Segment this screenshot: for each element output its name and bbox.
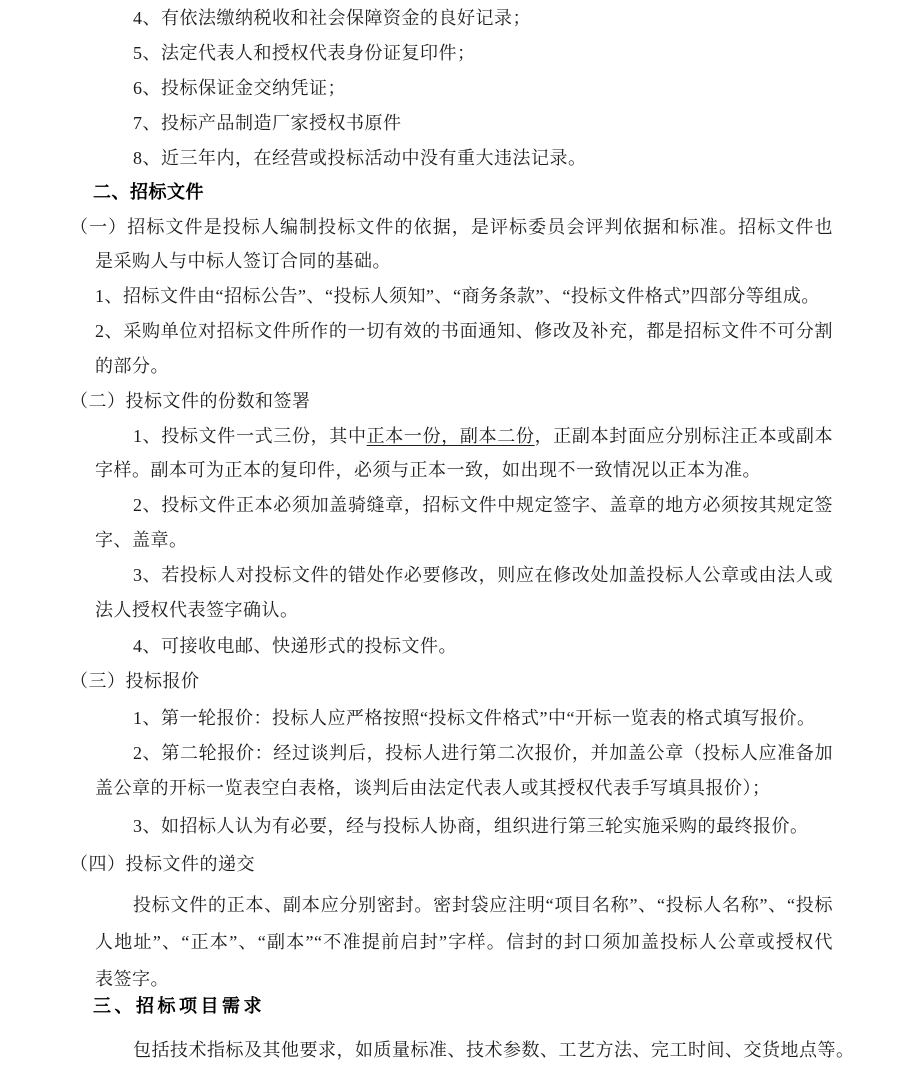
subheading-2-3: （三）投标报价 [70,671,200,691]
para-2-1-item-2-line-2: 的部分。 [95,356,169,376]
section-heading-2: 二、招标文件 [93,182,204,202]
para-2-1-item-2-line-1: 2、采购单位对招标文件所作的一切有效的书面通知、修改及补充，都是招标文件不可分割 [95,321,833,341]
subheading-2-1-line-1: （一）招标文件是投标人编制投标文件的依据，是评标委员会评判依据和标准。招标文件也 [70,217,833,237]
list-item-8: 8、近三年内，在经营或投标活动中没有重大违法记录。 [133,148,587,168]
list-item-7: 7、投标产品制造厂家授权书原件 [133,113,402,133]
para-2-3-item-2-line-2: 盖公章的开标一览表空白表格，谈判后由法定代表人或其授权代表手写填具报价）； [95,778,771,798]
subheading-2-1-line-2: 是采购人与中标人签订合同的基础。 [95,251,391,271]
para-2-2-item-2-line-2: 字、盖章。 [95,530,188,550]
para-2-1-item-1: 1、招标文件由“招标公告”、“投标人须知”、“商务条款”、“投标文件格式”四部分等组成。 [95,286,820,306]
para-2-3-item-1: 1、第一轮报价：投标人应严格按照“投标文件格式”中“开标一览表的格式填写报价。 [133,708,816,728]
list-item-5: 5、法定代表人和授权代表身份证复印件； [133,43,476,63]
para-2-2-item-3-line-1: 3、若投标人对投标文件的错处作必要修改，则应在修改处加盖投标人公章或由法人或 [133,565,833,585]
para-2-2-item-1-line-2: 字样。副本可为正本的复印件，必须与正本一致，如出现不一致情况以正本为准。 [95,460,761,480]
para-2-2-item-1-line-1 [133,424,833,448]
para-2-2-item-2-line-1: 2、投标文件正本必须加盖骑缝章，招标文件中规定签字、盖章的地方必须按其规定签 [133,495,833,515]
para-2-4-line-3: 表签字。 [95,969,169,989]
para-2-2-item-4: 4、可接收电邮、快递形式的投标文件。 [133,636,457,656]
text-segment: 1、投标文件一式三份，其中 [133,426,367,446]
para-2-3-item-2-line-1: 2、第二轮报价：经过谈判后，投标人进行第二次报价，并加盖公章（投标人应准备加 [133,743,833,763]
section-heading-3: 三、招标项目需求 [93,996,265,1016]
para-2-4-line-2: 人地址”、“正本”、“副本”“不准提前启封”字样。信封的封口须加盖投标人公章或授权代 [95,932,833,952]
para-2-2-item-3-line-2: 法人授权代表签字确认。 [95,600,299,620]
subheading-2-2: （二）投标文件的份数和签署 [70,391,311,411]
underlined-text: 正本一份，副本二份 [366,426,535,446]
list-item-4: 4、有依法缴纳税收和社会保障资金的良好记录； [133,8,531,28]
para-2-3-item-3: 3、如招标人认为有必要，经与投标人协商，组织进行第三轮实施采购的最终报价。 [133,816,809,836]
list-item-6: 6、投标保证金交纳凭证； [133,78,346,98]
para-3-line-1: 包括技术指标及其他要求，如质量标准、技术参数、工艺方法、完工时间、交货地点等。 [133,1040,855,1060]
para-2-4-line-1: 投标文件的正本、副本应分别密封。密封袋应注明“项目名称”、“投标人名称”、“投标 [133,895,833,915]
subheading-2-4: （四）投标文件的递交 [70,854,255,874]
text-segment: ，正副本封面应分别标注正本或副本 [534,426,834,446]
